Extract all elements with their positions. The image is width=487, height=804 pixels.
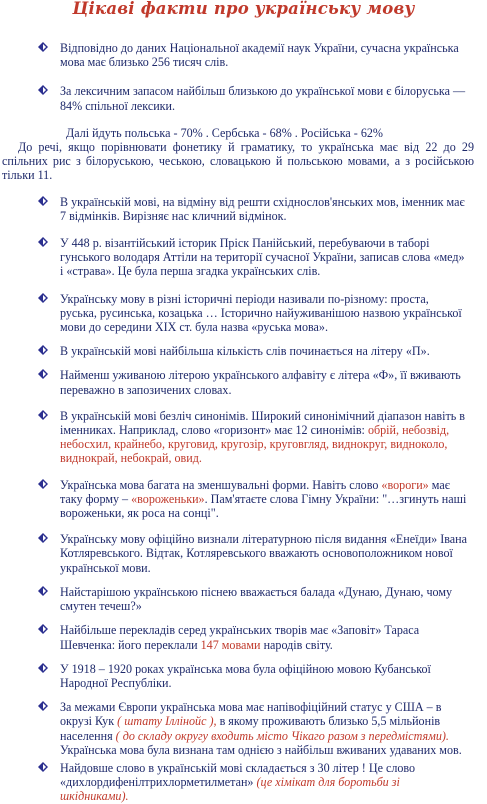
- fact-text: Українську мову в різні історичні періоди називали по-різному: проста, руська, русинська, козацька … Історично найуживанішою назвою української мови до середини XIX ст. була назва «руська мова».: [60, 291, 462, 335]
- facts-list: [2, 38, 474, 804]
- fact-text: Відповідно до даних Національної академії наук України, сучасна українська мова має близько 256 тисяч слів.: [60, 41, 459, 70]
- list-item: [8, 532, 474, 575]
- fact-text-part: . Пам'ятаєте слова Гімну України: "…згинуть наші вороженьки, як роса на сонці".: [60, 491, 467, 521]
- list-item: [8, 292, 474, 335]
- bullet-icon: [38, 663, 48, 673]
- fact-text: В українській мові, на відміну від решти східнослов'янських мов, іменник має 7 відмінків. Вирізняє нас кличний відмінок.: [60, 194, 465, 223]
- fact-text: В українській мові найбільша кількість слів починається на літеру «П».: [60, 344, 430, 359]
- bullet-icon: [38, 533, 48, 543]
- bullet-icon: [38, 762, 48, 772]
- fact-text-part: За межами Європи українська мова має напівофіційний статус у США – в окрузі Кук: [60, 700, 442, 729]
- synonyms-intro: В українській мові безліч синонімів. Широкий синонімічний діапазон навіть в іменниках. Наприклад, слово «горизонт» має 12 синонімів:: [60, 408, 466, 438]
- fact-text: Найстарішою українською піснею вважається балада «Дунаю, Дунаю, чому смутен течеш?»: [60, 584, 453, 614]
- fact-text: [60, 700, 468, 757]
- list-item: [8, 41, 474, 69]
- list-item: [8, 236, 474, 279]
- list-item: [8, 761, 474, 804]
- bullet-icon: [38, 479, 48, 489]
- list-item: [8, 662, 474, 690]
- bullet-icon: [38, 345, 48, 355]
- fact-text-part: Найбільше перекладів серед українських творів має «Заповіт» Тараса Шевченка: його переклали: [60, 623, 420, 652]
- bullet-icon: [38, 196, 48, 206]
- list-item: [8, 84, 474, 112]
- fact-text: [60, 761, 468, 804]
- fact-text-part: в якому проживають близько 5,5 мільйонів населення: [60, 714, 441, 743]
- list-item: [8, 344, 474, 358]
- fact-text-part: має таку форму –: [60, 477, 450, 506]
- fact-text-part: народів світу.: [263, 637, 333, 652]
- list-item: [8, 195, 474, 223]
- bullet-icon: [38, 42, 48, 52]
- italic-note: ( до складу округу входить місто Чікаго разом з передмістями).: [115, 728, 449, 743]
- fact-text-part: Українська мова була визнана там однією з найбільш вживаних удаваних мов.: [60, 742, 462, 757]
- bullet-icon: [38, 410, 48, 420]
- italic-note: (це хімікат для боротьби зі шкідниками).: [60, 775, 400, 804]
- fact-text-part: Найдовше слово в українській мові складається з 30 літер ! Це слово «дихлордифенілтрихлорметилметан»: [60, 760, 416, 790]
- list-item: [8, 478, 474, 521]
- list-item: [8, 700, 474, 757]
- italic-note: ( штату Іллінойс ),: [117, 714, 217, 729]
- highlight-number: 147 мовами: [200, 637, 261, 652]
- list-item: [8, 623, 474, 651]
- list-item: [8, 368, 474, 396]
- bullet-icon: [38, 701, 48, 711]
- list-item: [8, 409, 474, 466]
- fact-text: [60, 409, 468, 466]
- highlight-word: «вороги»: [381, 477, 429, 492]
- fact-text: У 448 р. візантійський історик Пріск Панійський, перебуваючи в таборі гунського володаря Аттіли на території сучасної України, записав слова «мед» і «страва». Це була перша згадка українських слів.: [60, 236, 465, 279]
- fact-text: [60, 478, 468, 521]
- bullet-icon: [38, 586, 48, 596]
- synonyms-list: обрій, небозвід, небосхил, крайнебо, круговид, кругозір, круговгляд, виднокруг, видноколо, виднокрай, небокрай, овид.: [60, 423, 450, 466]
- bullet-icon: [38, 624, 48, 634]
- bullet-icon: [38, 293, 48, 303]
- highlight-word: «вороженьки»: [131, 491, 205, 506]
- fact-text: У 1918 – 1920 роках українська мова була офіційною мовою Кубанської Народної Республіки.: [60, 661, 431, 690]
- list-item: [8, 585, 474, 613]
- fact-text: Українську мову офіційно визнали літературною після видання «Енеїди» Івана Котляревського. Відтак, Котляревського вважають основоположником нової української мови.: [60, 532, 467, 575]
- fact-text-part: Українська мова багата на зменшувальні форми. Навіть слово: [60, 477, 379, 492]
- bullet-icon: [38, 85, 48, 95]
- page-title: Цікаві факти про українську мову: [72, 0, 415, 18]
- phonetic-paragraph: До речі, якщо порівнювати фонетику й граматику, то українська має від 22 до 29 спільних рис з білоруською, чеською, словацькою й польською мовами, а з російською тільки 11.: [2, 140, 474, 183]
- similarity-line: Далі йдуть польська - 70% . Сербська - 68% . Російська - 62%: [66, 125, 384, 140]
- fact-text: Найменш уживаною літерою українського алфавіту є літера «Ф», її вживають переважно в запозичених словах.: [60, 368, 461, 397]
- fact-text: [60, 623, 468, 651]
- bullet-icon: [38, 369, 48, 379]
- fact-text: За лексичним запасом найбільш близькою до української мови є білоруська — 84% спільної лексики.: [60, 84, 466, 113]
- bullet-icon: [38, 237, 48, 247]
